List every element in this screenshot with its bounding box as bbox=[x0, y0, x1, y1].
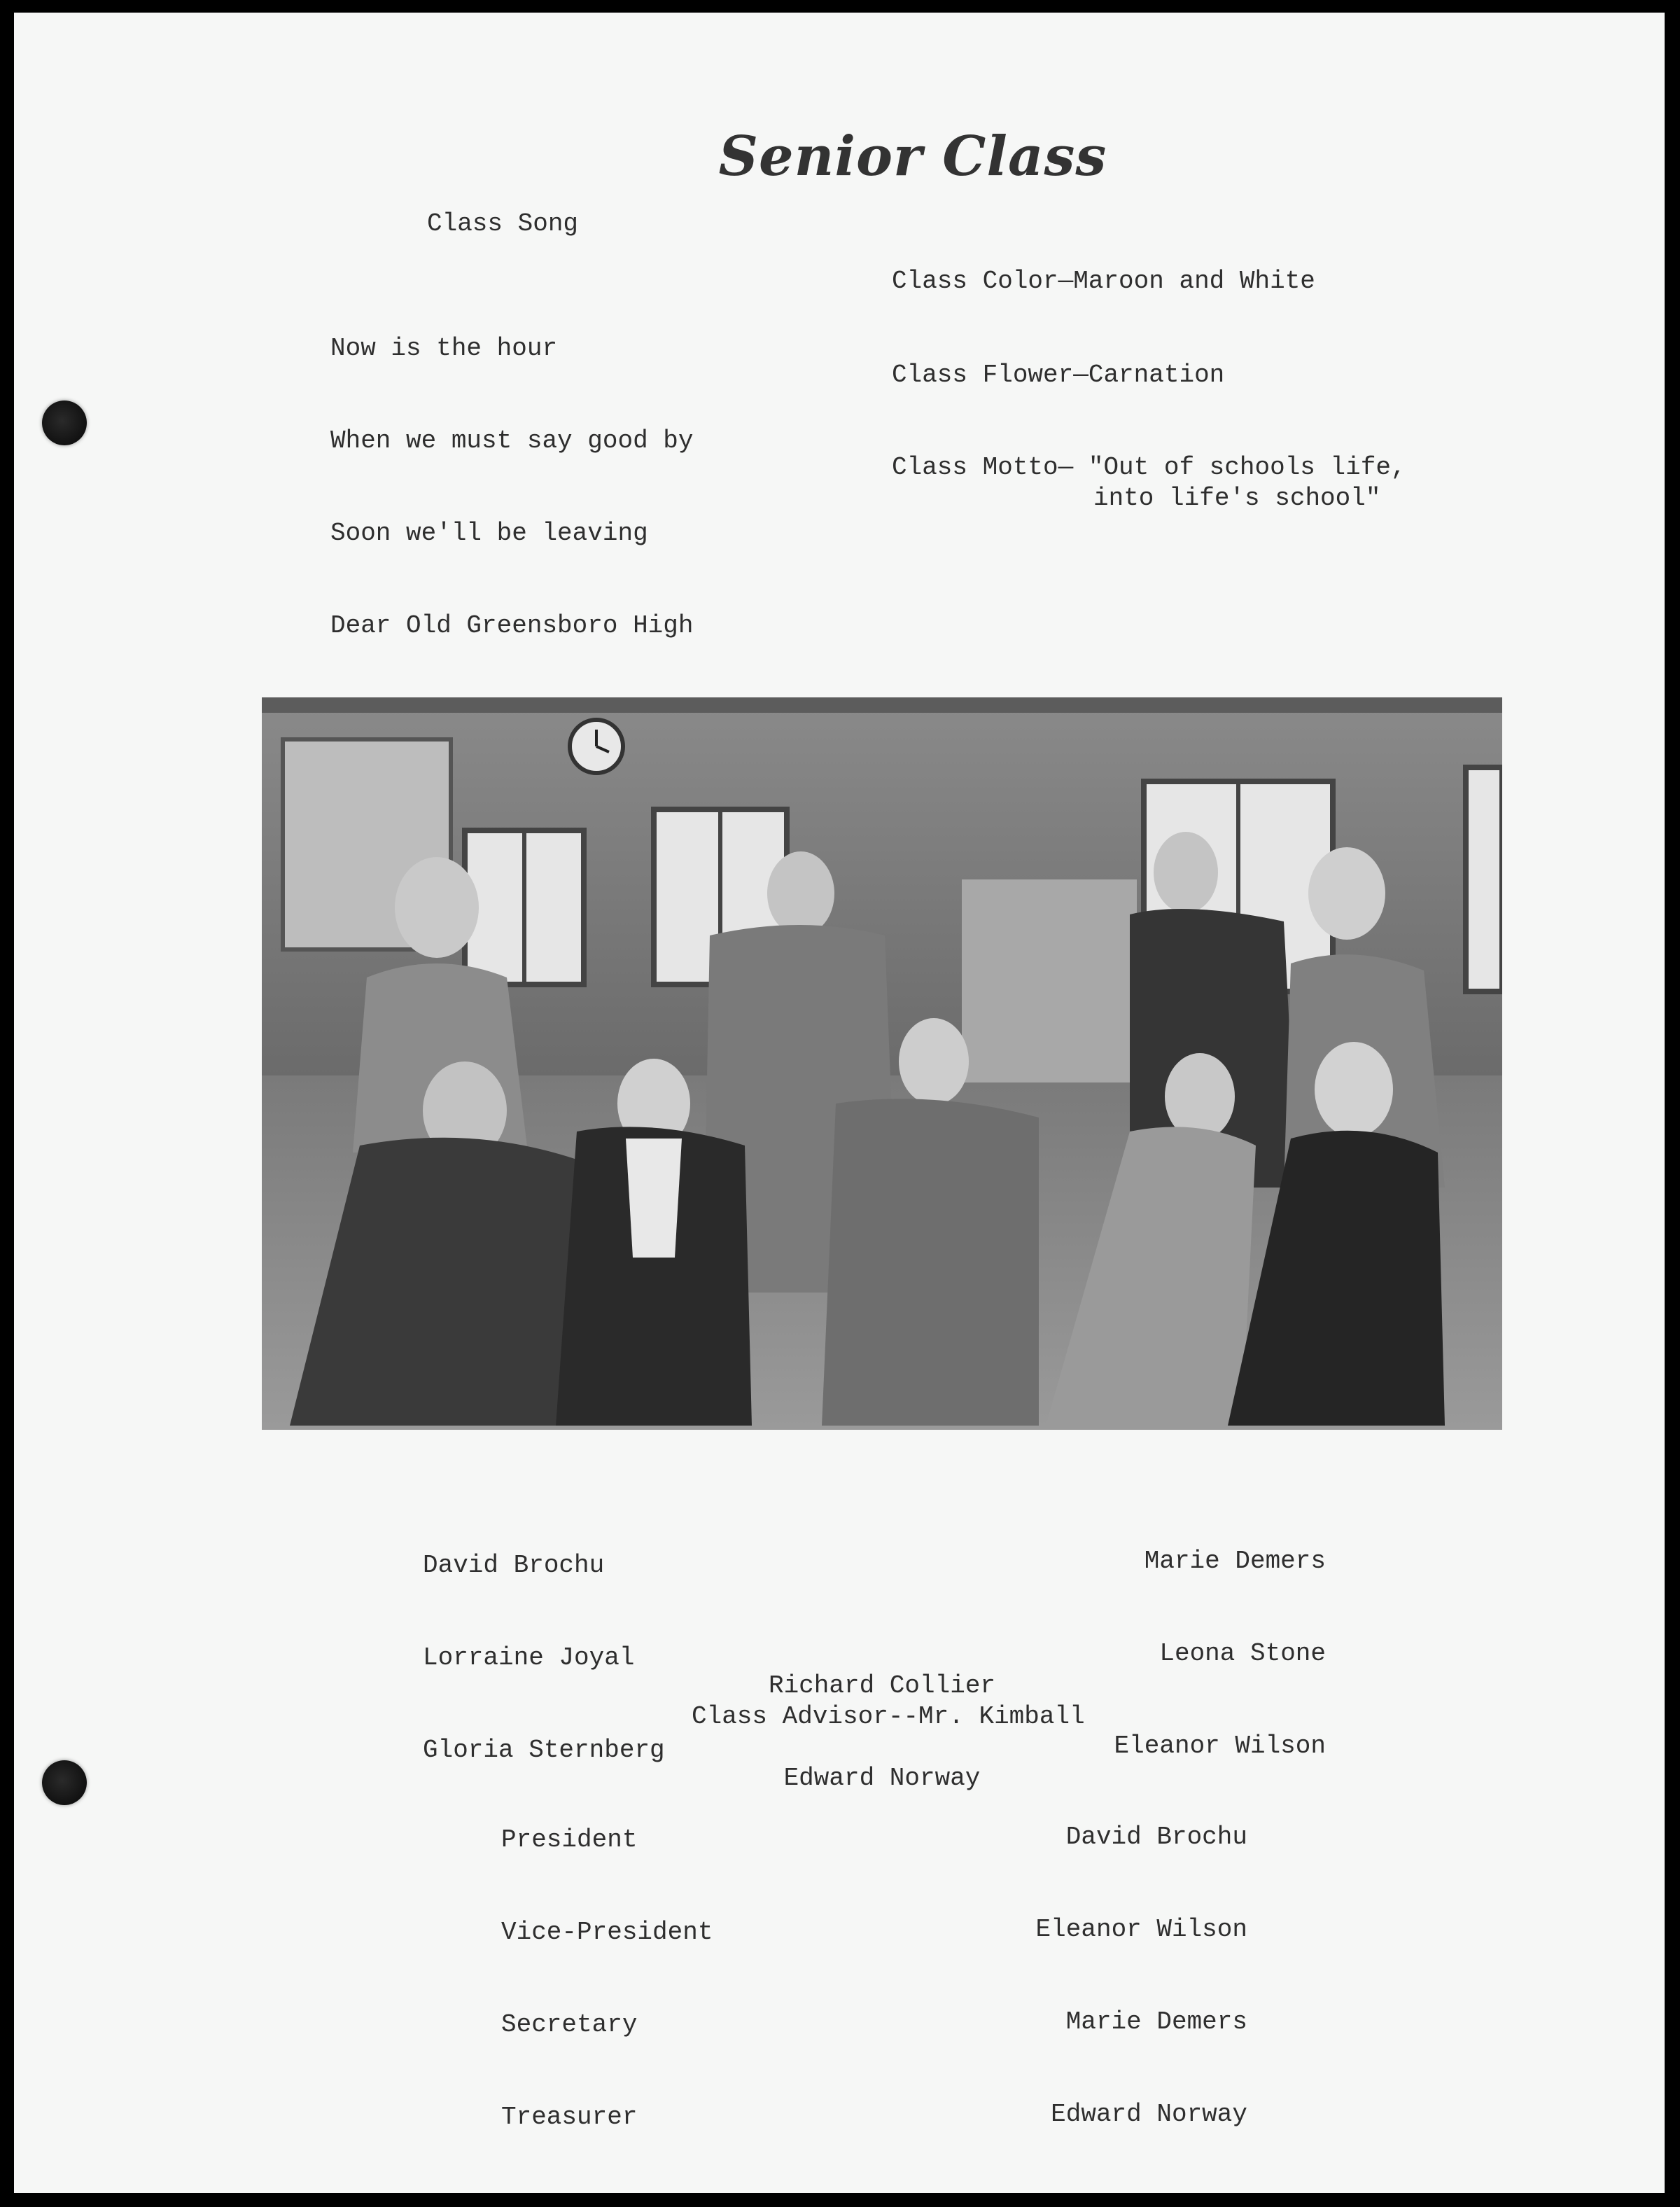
caption-name: Richard Collier bbox=[768, 1671, 996, 1700]
class-group-photo bbox=[262, 697, 1502, 1430]
officer-name: Edward Norway bbox=[1051, 2100, 1247, 2129]
caption-name: Leona Stone bbox=[1159, 1639, 1326, 1668]
lyric-line: Soon we'll be leaving bbox=[330, 519, 648, 548]
officer-title: Treasurer bbox=[501, 2103, 638, 2131]
lyric-line: Dear Old Greensboro High bbox=[330, 611, 694, 640]
caption-name: Eleanor Wilson bbox=[1114, 1732, 1326, 1760]
class-motto-continued: into life's school" bbox=[1093, 484, 1381, 513]
class-color: Class Color—Maroon and White bbox=[892, 267, 1315, 295]
binder-hole-bottom bbox=[42, 1760, 87, 1805]
caption-name: Edward Norway bbox=[783, 1764, 981, 1792]
class-flower: Class Flower—Carnation bbox=[892, 361, 1225, 389]
caption-name: Marie Demers bbox=[1144, 1547, 1326, 1575]
document-page bbox=[14, 13, 1665, 2193]
lyric-line: Now is the hour bbox=[330, 334, 558, 363]
officer-name: David Brochu bbox=[1065, 1823, 1247, 1851]
class-song-heading: Class Song bbox=[427, 209, 579, 238]
caption-name: Lorraine Joyal bbox=[423, 1643, 635, 1672]
officer-title: Vice-President bbox=[501, 1918, 713, 1947]
officer-title: Secretary bbox=[501, 2010, 638, 2039]
caption-name: David Brochu bbox=[423, 1551, 605, 1580]
officer-names bbox=[1036, 1760, 1247, 2192]
officer-name: Eleanor Wilson bbox=[1035, 1915, 1247, 1944]
caption-center-names bbox=[756, 1609, 1008, 1856]
caption-name: Gloria Sternberg bbox=[423, 1736, 665, 1764]
officer-name: Marie Demers bbox=[1065, 2007, 1247, 2036]
officer-title: President bbox=[501, 1825, 638, 1854]
officer-titles bbox=[501, 1763, 713, 2194]
class-advisor: Class Advisor--Mr. Kimball bbox=[692, 1702, 1085, 1731]
lyric-line: When we must say good by bbox=[330, 426, 694, 455]
binder-hole-top bbox=[42, 401, 87, 445]
class-motto: Class Motto— "Out of schools life, bbox=[892, 453, 1406, 482]
page-title: Senior Class bbox=[718, 125, 1107, 188]
